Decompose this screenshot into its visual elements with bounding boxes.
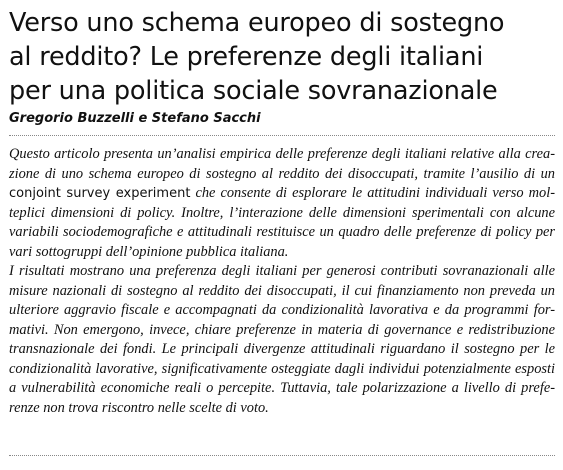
abstract-line: misure nazionali di sostegno al reddito dei disoccupati, il cui finanziamento non preveda un — [9, 282, 555, 299]
abstract-line: transnazionale dei fondi. Le principali divergenze attitudinali riguardano il sostegno per le — [9, 341, 555, 357]
abstract-upright-term: conjoint survey experiment — [9, 186, 191, 201]
abstract-line: a vulnerabilità economiche reali o percepite. Tuttavia, tale polarizzazione a livello di prefe- — [9, 380, 555, 396]
article-authors: Gregorio Buzzelli e Stefano Sacchi — [9, 111, 261, 126]
abstract-line: mativi. Non emergono, invece, chiare preferenze in materia di governance e redistribuzione — [9, 321, 555, 338]
abstract-line: I risultati mostrano una preferenza degli italiani per generosi contributi sovranazionali alle — [9, 263, 555, 279]
abstract-line: zione di uno schema europeo di sostegno al reddito dei disoccupati, tramite l’ausilio di un — [9, 165, 555, 182]
title-line-3: per una politica sociale sovranazionale — [9, 76, 498, 106]
abstract-paragraph-1 — [9, 145, 555, 262]
abstract-line — [9, 184, 555, 204]
title-line-2: al reddito? Le preferenze degli italiani — [9, 42, 484, 72]
abstract-line: teplici dimensioni di policy. Inoltre, l’interazione delle dimensioni sperimentali con alcune — [9, 204, 555, 221]
abstract-top-divider — [9, 135, 555, 136]
title-line-1: Verso uno schema europeo di sostegno — [9, 8, 505, 38]
abstract-line: vari sottogruppi dell’opinione pubblica italiana. — [9, 243, 289, 260]
abstract-line: Questo articolo presenta un’analisi empirica delle preferenze degli italiani relative alla crea- — [9, 146, 555, 162]
abstract — [9, 145, 555, 418]
abstract-line: ulteriore aggravio fiscale e accompagnati da condizionalità lavorativa e da programmi for- — [9, 302, 555, 318]
abstract-line: variabili sociodemografiche e attitudinali restituisce un quadro delle preferenze di policy per — [9, 224, 555, 240]
abstract-line: renze non trova riscontro nelle scelte di voto. — [9, 399, 269, 416]
abstract-paragraph-2 — [9, 262, 555, 418]
abstract-bottom-divider — [9, 455, 555, 456]
abstract-line-text: che consente di esplorare le attitudini individuali verso mol- — [190, 185, 555, 201]
abstract-line: condizionalità lavorative, significativamente osteggiate dagli individui potenzialmente esposti — [9, 360, 555, 377]
article-title — [9, 6, 554, 108]
